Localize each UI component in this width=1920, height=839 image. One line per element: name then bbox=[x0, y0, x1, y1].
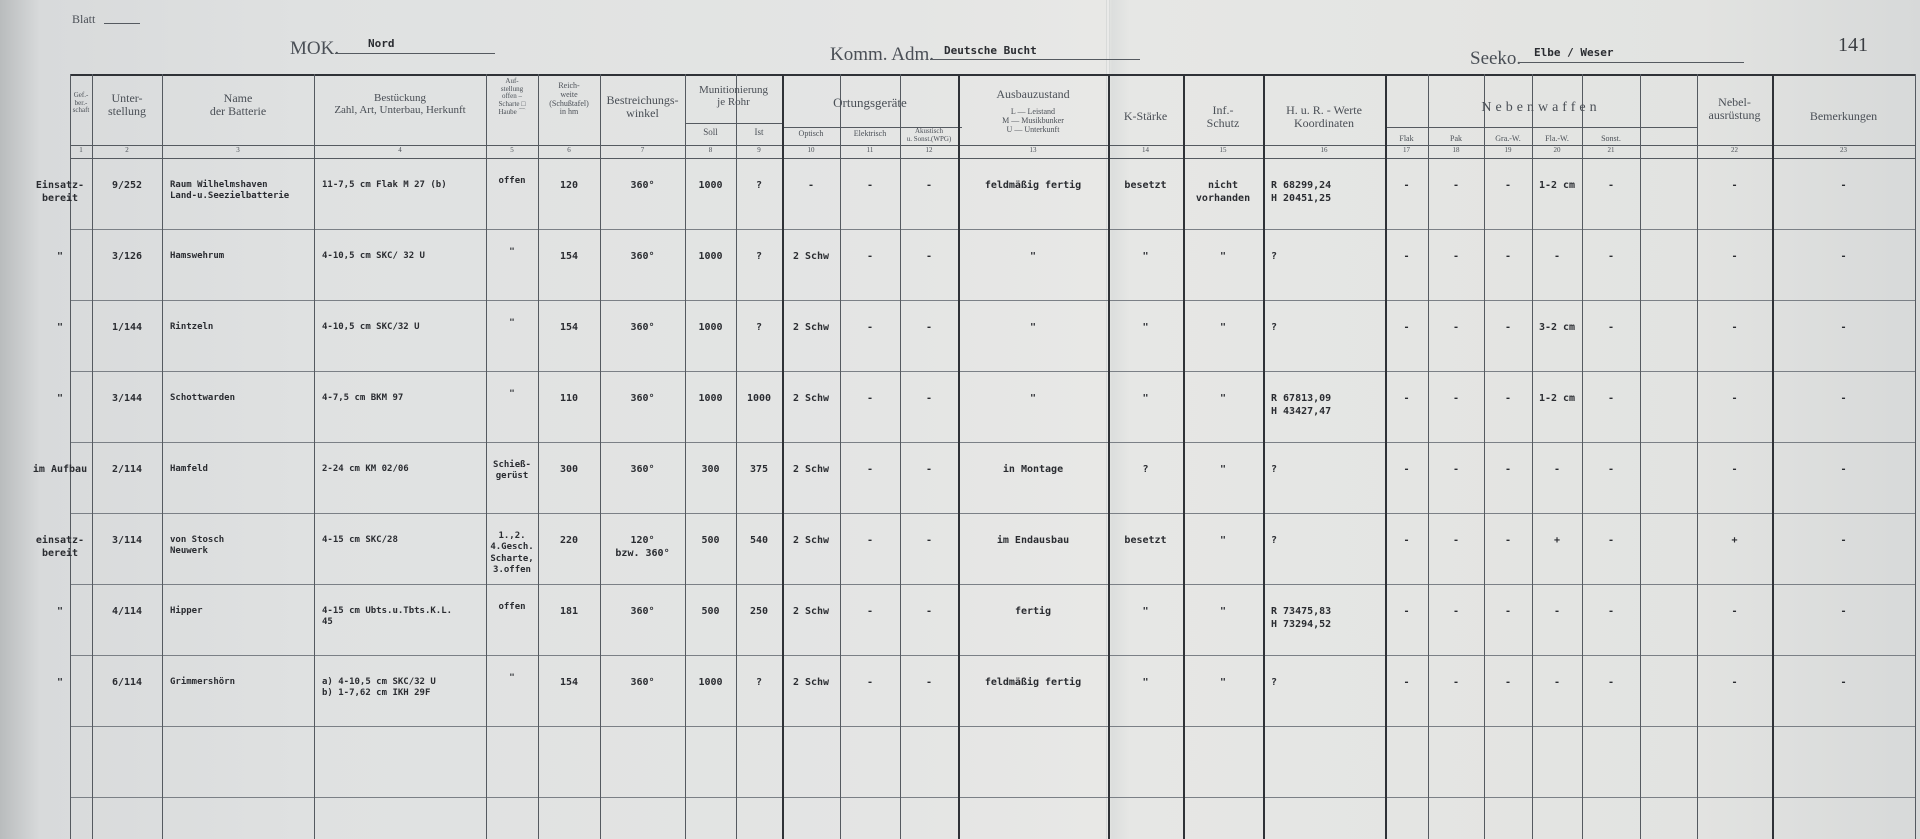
cell-reichweite: 300 bbox=[559, 464, 579, 475]
cell-sonst: - bbox=[1607, 464, 1615, 475]
cell-optisch: 2 Schw bbox=[792, 535, 830, 546]
cell-pak: - bbox=[1452, 322, 1460, 333]
cell-gef: einsatz- bereit bbox=[35, 535, 85, 559]
cell-flak: - bbox=[1403, 393, 1410, 404]
cell-elektrisch: - bbox=[866, 535, 874, 546]
row-rule bbox=[70, 300, 1915, 301]
column-number: 9 bbox=[757, 146, 761, 154]
cell-hur: ? bbox=[1271, 322, 1278, 333]
cell-ist: ? bbox=[755, 251, 763, 262]
munition-sub-rule bbox=[686, 123, 782, 124]
column-number: 2 bbox=[125, 146, 129, 154]
cell-unterstellung: 3/126 bbox=[111, 251, 143, 262]
column-number: 23 bbox=[1840, 146, 1847, 154]
cell-optisch: - bbox=[807, 180, 815, 191]
mok-value: Nord bbox=[368, 37, 395, 50]
column-rule bbox=[1640, 74, 1641, 839]
cell-soll: 1000 bbox=[698, 393, 723, 404]
column-number: 16 bbox=[1320, 146, 1328, 154]
cell-bemerkungen: - bbox=[1840, 606, 1847, 617]
cell-kstaerke: besetzt bbox=[1124, 535, 1167, 546]
mok-underline bbox=[335, 52, 495, 54]
cell-name: Hamfeld bbox=[170, 464, 208, 474]
cell-optisch: 2 Schw bbox=[792, 464, 830, 475]
cell-gef: " bbox=[56, 322, 64, 333]
komm-adm-value: Deutsche Bucht bbox=[944, 44, 1037, 57]
cell-reichweite: 154 bbox=[559, 677, 579, 688]
col-header-infschutz: Inf.- Schutz bbox=[1206, 103, 1240, 131]
col-header-bestueckung: Bestückung Zahl, Art, Unterbau, Herkunft bbox=[334, 92, 466, 117]
cell-fla-w: - bbox=[1553, 464, 1561, 475]
cell-ist: ? bbox=[755, 180, 763, 191]
page-number: 141 bbox=[1838, 34, 1868, 56]
cell-unterstellung: 3/144 bbox=[111, 393, 143, 404]
cell-reichweite: 181 bbox=[559, 606, 579, 617]
column-number: 11 bbox=[866, 146, 874, 154]
cell-name: Grimmershörn bbox=[170, 677, 236, 687]
cell-bemerkungen: - bbox=[1840, 464, 1847, 475]
col-header-gra-w: Gra.-W. bbox=[1495, 134, 1521, 143]
cell-reichweite: 110 bbox=[559, 393, 579, 404]
cell-sonst: - bbox=[1607, 322, 1615, 333]
komm-underline bbox=[930, 58, 1140, 60]
row-rule bbox=[70, 655, 1915, 656]
cell-ist: 375 bbox=[749, 464, 769, 475]
cell-gef: " bbox=[56, 251, 64, 262]
cell-infschutz: " bbox=[1219, 677, 1227, 688]
cell-ausbau: feldmäßig fertig bbox=[984, 677, 1082, 688]
cell-fla-w: 1-2 cm bbox=[1538, 180, 1576, 191]
mok-label: MOK. bbox=[290, 38, 340, 59]
cell-gra-w: - bbox=[1504, 677, 1512, 688]
column-number: 7 bbox=[640, 146, 645, 154]
column-number: 5 bbox=[510, 146, 514, 154]
cell-hur: R 67813,09 H 43427,47 bbox=[1271, 393, 1332, 417]
cell-ausbau: im Endausbau bbox=[996, 535, 1070, 546]
cell-flak: - bbox=[1403, 464, 1410, 475]
row-rule bbox=[70, 442, 1915, 443]
column-number: 13 bbox=[1029, 146, 1037, 154]
col-header-name: Name der Batterie bbox=[209, 91, 267, 119]
cell-gra-w: - bbox=[1504, 464, 1512, 475]
row-rule bbox=[70, 371, 1915, 372]
cell-optisch: 2 Schw bbox=[792, 393, 830, 404]
cell-reichweite: 154 bbox=[559, 322, 579, 333]
cell-bestueckung: 4-15 cm Ubts.u.Tbts.K.L. 45 bbox=[322, 606, 453, 628]
cell-bemerkungen: - bbox=[1840, 251, 1847, 262]
cell-unterstellung: 1/144 bbox=[111, 322, 143, 333]
cell-infschutz: " bbox=[1219, 251, 1227, 262]
cell-name: von Stosch Neuwerk bbox=[170, 535, 225, 557]
cell-pak: - bbox=[1452, 677, 1460, 688]
col-header-gef: Gef.- ber.- schaft bbox=[72, 91, 90, 115]
cell-bestueckung: 11-7,5 cm Flak M 27 (b) bbox=[322, 180, 447, 190]
col-header-nebel: Nebel- ausrüstung bbox=[1708, 95, 1761, 123]
cell-bemerkungen: - bbox=[1840, 393, 1847, 404]
cell-pak: - bbox=[1452, 464, 1460, 475]
column-number: 10 bbox=[807, 146, 815, 154]
col-header-soll: Soll bbox=[703, 127, 718, 137]
cell-flak: - bbox=[1403, 677, 1410, 688]
cell-winkel: 360° bbox=[630, 677, 655, 688]
cell-nebel: - bbox=[1731, 606, 1738, 617]
cell-flak: - bbox=[1403, 535, 1410, 546]
cell-ist: 1000 bbox=[746, 393, 772, 404]
cell-aufstellung: offen bbox=[498, 602, 526, 612]
cell-soll: 1000 bbox=[698, 180, 723, 191]
cell-winkel: 360° bbox=[630, 464, 655, 475]
cell-elektrisch: - bbox=[866, 464, 874, 475]
col-header-ist: Ist bbox=[754, 127, 764, 137]
cell-soll: 500 bbox=[701, 606, 720, 617]
cell-reichweite: 154 bbox=[559, 251, 579, 262]
col-header-unterstellung: Unter- stellung bbox=[108, 91, 146, 119]
column-number: 6 bbox=[567, 146, 571, 154]
cell-ist: 540 bbox=[749, 535, 769, 546]
cell-reichweite: 220 bbox=[559, 535, 579, 546]
cell-fla-w: 1-2 cm bbox=[1538, 393, 1576, 404]
cell-akustisch: - bbox=[925, 393, 933, 404]
column-number: 1 bbox=[79, 146, 83, 154]
cell-gef: " bbox=[56, 677, 64, 688]
cell-soll: 1000 bbox=[698, 677, 723, 688]
row-rule bbox=[70, 229, 1915, 230]
cell-pak: - bbox=[1452, 393, 1460, 404]
cell-hur: ? bbox=[1271, 677, 1278, 688]
cell-nebel: + bbox=[1731, 535, 1738, 546]
column-number: 21 bbox=[1607, 146, 1615, 154]
col-header-hur-werte: H. u. R. - Werte Koordinaten bbox=[1286, 103, 1362, 131]
cell-fla-w: - bbox=[1553, 606, 1561, 617]
column-rule bbox=[162, 74, 163, 839]
seeko-value: Elbe / Weser bbox=[1534, 46, 1614, 59]
cell-aufstellung: " bbox=[509, 318, 515, 328]
cell-nebel: - bbox=[1731, 393, 1738, 404]
column-rule bbox=[486, 74, 487, 839]
cell-flak: - bbox=[1403, 180, 1410, 191]
blatt-label: Blatt bbox=[72, 12, 96, 26]
cell-sonst: - bbox=[1607, 606, 1615, 617]
column-number: 12 bbox=[925, 146, 933, 154]
cell-gef: " bbox=[56, 393, 64, 404]
cell-ist: 250 bbox=[749, 606, 769, 617]
cell-nebel: - bbox=[1731, 677, 1738, 688]
cell-kstaerke: " bbox=[1142, 322, 1149, 333]
cell-gra-w: - bbox=[1504, 393, 1512, 404]
cell-akustisch: - bbox=[925, 535, 933, 546]
cell-bemerkungen: - bbox=[1840, 535, 1847, 546]
column-number: 20 bbox=[1553, 146, 1561, 154]
cell-gra-w: - bbox=[1504, 251, 1512, 262]
cell-sonst: - bbox=[1607, 251, 1615, 262]
cell-nebel: - bbox=[1731, 464, 1738, 475]
cell-name: Hamswehrum bbox=[170, 251, 225, 261]
column-number: 14 bbox=[1142, 146, 1149, 154]
col-header-akustisch: Akustisch u. Sonst.(WPG) bbox=[906, 127, 952, 143]
col-header-bestreichungswinkel: Bestreichungs- winkel bbox=[606, 93, 679, 121]
column-number: 17 bbox=[1403, 146, 1410, 154]
cell-elektrisch: - bbox=[866, 393, 874, 404]
cell-name: Hipper bbox=[170, 606, 203, 616]
cell-ist: ? bbox=[755, 677, 763, 688]
cell-fla-w: - bbox=[1553, 251, 1561, 262]
cell-pak: - bbox=[1452, 606, 1460, 617]
column-number: 15 bbox=[1219, 146, 1227, 154]
cell-soll: 300 bbox=[701, 464, 720, 475]
cell-gra-w: - bbox=[1504, 606, 1512, 617]
cell-fla-w: - bbox=[1553, 677, 1561, 688]
header-top-rule bbox=[70, 74, 1915, 76]
cell-pak: - bbox=[1452, 251, 1460, 262]
row-rule bbox=[70, 797, 1915, 798]
cell-infschutz: " bbox=[1219, 464, 1227, 475]
cell-bestueckung: 4-15 cm SKC/28 bbox=[322, 535, 398, 545]
cell-optisch: 2 Schw bbox=[792, 251, 830, 262]
col-header-ausbauzustand: Ausbauzustand bbox=[996, 87, 1070, 101]
cell-nebel: - bbox=[1731, 180, 1738, 191]
cell-bemerkungen: - bbox=[1840, 322, 1847, 333]
cell-infschutz: " bbox=[1219, 322, 1227, 333]
cell-winkel: 360° bbox=[630, 251, 655, 262]
cell-soll: 500 bbox=[701, 535, 720, 546]
cell-elektrisch: - bbox=[866, 180, 874, 191]
col-header-kstaerke: K-Stärke bbox=[1123, 109, 1168, 123]
cell-akustisch: - bbox=[925, 251, 933, 262]
cell-winkel: 360° bbox=[630, 606, 655, 617]
cell-flak: - bbox=[1403, 606, 1410, 617]
cell-bestueckung: 4-10,5 cm SKC/ 32 U bbox=[322, 251, 425, 261]
col-header-fla-w: Fla.-W. bbox=[1545, 134, 1569, 143]
cell-pak: - bbox=[1452, 535, 1460, 546]
cell-elektrisch: - bbox=[866, 251, 874, 262]
komm-adm-label: Komm. Adm. bbox=[830, 44, 934, 65]
cell-kstaerke: " bbox=[1142, 393, 1149, 404]
col-header-aufstellung: Auf- stellung offen – Scharte □ Haube ⌒ bbox=[498, 77, 526, 116]
cell-akustisch: - bbox=[925, 322, 933, 333]
col-header-reichweite: Reich- weite (Schußtafel) in hm bbox=[549, 81, 589, 117]
cell-winkel: 360° bbox=[630, 322, 655, 333]
column-rule bbox=[1263, 74, 1265, 839]
cell-nebel: - bbox=[1731, 251, 1738, 262]
cell-ausbau: feldmäßig fertig bbox=[984, 180, 1082, 191]
cell-aufstellung: 1.,2. 4.Gesch. Scharte, 3.offen bbox=[490, 531, 534, 575]
cell-gra-w: - bbox=[1504, 322, 1512, 333]
blatt-underline bbox=[104, 22, 140, 24]
cell-bemerkungen: - bbox=[1840, 677, 1847, 688]
col-header-munitionierung: Munitionierung je Rohr bbox=[698, 84, 769, 109]
cell-sonst: - bbox=[1607, 677, 1615, 688]
column-number: 8 bbox=[708, 146, 713, 154]
cell-unterstellung: 6/114 bbox=[111, 677, 143, 688]
cell-fla-w: 3-2 cm bbox=[1538, 322, 1576, 333]
cell-name: Raum Wilhelmshaven Land-u.Seezielbatterie bbox=[170, 180, 290, 202]
cell-infschutz: " bbox=[1219, 393, 1227, 404]
cell-akustisch: - bbox=[925, 606, 933, 617]
cell-aufstellung: Schieß- gerüst bbox=[493, 460, 531, 482]
cell-kstaerke: besetzt bbox=[1124, 180, 1167, 191]
cell-hur: ? bbox=[1271, 535, 1278, 546]
column-number: 22 bbox=[1731, 146, 1738, 154]
cell-elektrisch: - bbox=[866, 677, 874, 688]
cell-gef: Einsatz- bereit bbox=[35, 180, 85, 204]
cell-hur: R 73475,83 H 73294,52 bbox=[1271, 606, 1332, 630]
col-header-sonst: Sonst. bbox=[1601, 134, 1621, 143]
column-rule bbox=[314, 74, 315, 839]
cell-akustisch: - bbox=[925, 677, 933, 688]
cell-fla-w: + bbox=[1553, 535, 1561, 546]
cell-infschutz: nicht vorhanden bbox=[1195, 180, 1251, 204]
cell-elektrisch: - bbox=[866, 606, 874, 617]
cell-sonst: - bbox=[1607, 535, 1615, 546]
cell-pak: - bbox=[1452, 180, 1460, 191]
col-header-pak: Pak bbox=[1450, 134, 1462, 143]
col-header-bemerkungen: Bemerkungen bbox=[1809, 109, 1878, 123]
cell-ausbau: " bbox=[1029, 393, 1037, 404]
cell-aufstellung: " bbox=[509, 389, 515, 399]
cell-soll: 1000 bbox=[698, 251, 723, 262]
col-header-flak: Flak bbox=[1399, 134, 1414, 143]
seeko-label: Seeko. bbox=[1470, 48, 1522, 69]
cell-gef: im Aufbau bbox=[32, 464, 88, 475]
column-number: 3 bbox=[236, 146, 240, 154]
seeko-underline bbox=[1518, 61, 1744, 63]
cell-ausbau: " bbox=[1029, 251, 1037, 262]
cell-soll: 1000 bbox=[698, 322, 723, 333]
cell-infschutz: " bbox=[1219, 606, 1227, 617]
cell-gra-w: - bbox=[1504, 180, 1512, 191]
cell-gef: " bbox=[56, 606, 64, 617]
cell-winkel: 360° bbox=[630, 393, 655, 404]
cell-ist: ? bbox=[755, 322, 763, 333]
colnum-bottom-rule bbox=[70, 158, 1915, 159]
cell-bestueckung: 4-10,5 cm SKC/32 U bbox=[322, 322, 420, 332]
cell-optisch: 2 Schw bbox=[792, 322, 830, 333]
cell-ausbau: in Montage bbox=[1002, 464, 1064, 475]
cell-name: Rintzeln bbox=[170, 322, 214, 332]
col-header-nebenwaffen: Nebenwaffen bbox=[1481, 100, 1601, 115]
cell-winkel: 120° bzw. 360° bbox=[615, 535, 670, 559]
cell-flak: - bbox=[1403, 322, 1410, 333]
cell-gra-w: - bbox=[1504, 535, 1512, 546]
cell-kstaerke: " bbox=[1142, 606, 1149, 617]
col-header-ortungsgeraete: Ortungsgeräte bbox=[833, 95, 907, 110]
cell-akustisch: - bbox=[925, 464, 933, 475]
cell-unterstellung: 3/114 bbox=[111, 535, 143, 546]
column-number: 19 bbox=[1504, 146, 1512, 154]
nebenwaffen-sub-rule bbox=[1385, 127, 1697, 128]
cell-kstaerke: " bbox=[1142, 677, 1149, 688]
cell-reichweite: 120 bbox=[559, 180, 579, 191]
row-rule bbox=[70, 584, 1915, 585]
cell-ausbau: " bbox=[1029, 322, 1037, 333]
cell-optisch: 2 Schw bbox=[792, 677, 830, 688]
cell-ausbau: fertig bbox=[1014, 606, 1052, 617]
cell-bestueckung: 4-7,5 cm BKM 97 bbox=[322, 393, 404, 403]
cell-kstaerke: ? bbox=[1142, 464, 1149, 475]
cell-bemerkungen: - bbox=[1840, 180, 1847, 191]
cell-sonst: - bbox=[1607, 393, 1615, 404]
col-header-optisch: Optisch bbox=[798, 129, 824, 138]
cell-winkel: 360° bbox=[630, 180, 655, 191]
cell-unterstellung: 4/114 bbox=[111, 606, 143, 617]
cell-aufstellung: " bbox=[509, 673, 515, 683]
cell-unterstellung: 9/252 bbox=[111, 180, 143, 191]
cell-hur: ? bbox=[1271, 464, 1278, 475]
row-rule bbox=[70, 513, 1915, 514]
cell-hur: R 68299,24 H 20451,25 bbox=[1271, 180, 1332, 204]
cell-bestueckung: 2-24 cm KM 02/06 bbox=[322, 464, 409, 474]
cell-bestueckung: a) 4-10,5 cm SKC/32 U b) 1-7,62 cm IKH 29F bbox=[322, 677, 436, 699]
col-header-ausbau-legend: L — Leistand M — Musikbunker U — Unterkunft bbox=[1002, 107, 1064, 134]
cell-optisch: 2 Schw bbox=[792, 606, 830, 617]
column-number: 18 bbox=[1452, 146, 1460, 154]
column-number: 4 bbox=[398, 146, 402, 154]
cell-infschutz: " bbox=[1219, 535, 1227, 546]
cell-elektrisch: - bbox=[866, 322, 874, 333]
cell-akustisch: - bbox=[925, 180, 933, 191]
col-header-elektrisch: Elektrisch bbox=[853, 129, 887, 138]
cell-unterstellung: 2/114 bbox=[111, 464, 143, 475]
cell-aufstellung: " bbox=[509, 247, 515, 257]
header-bottom-rule bbox=[70, 145, 1915, 146]
cell-sonst: - bbox=[1607, 180, 1615, 191]
cell-kstaerke: " bbox=[1142, 251, 1149, 262]
cell-aufstellung: offen bbox=[498, 176, 526, 186]
column-rule bbox=[1915, 74, 1916, 839]
row-rule bbox=[70, 726, 1915, 727]
cell-name: Schottwarden bbox=[170, 393, 236, 403]
cell-flak: - bbox=[1403, 251, 1410, 262]
cell-hur: ? bbox=[1271, 251, 1278, 262]
cell-nebel: - bbox=[1731, 322, 1738, 333]
